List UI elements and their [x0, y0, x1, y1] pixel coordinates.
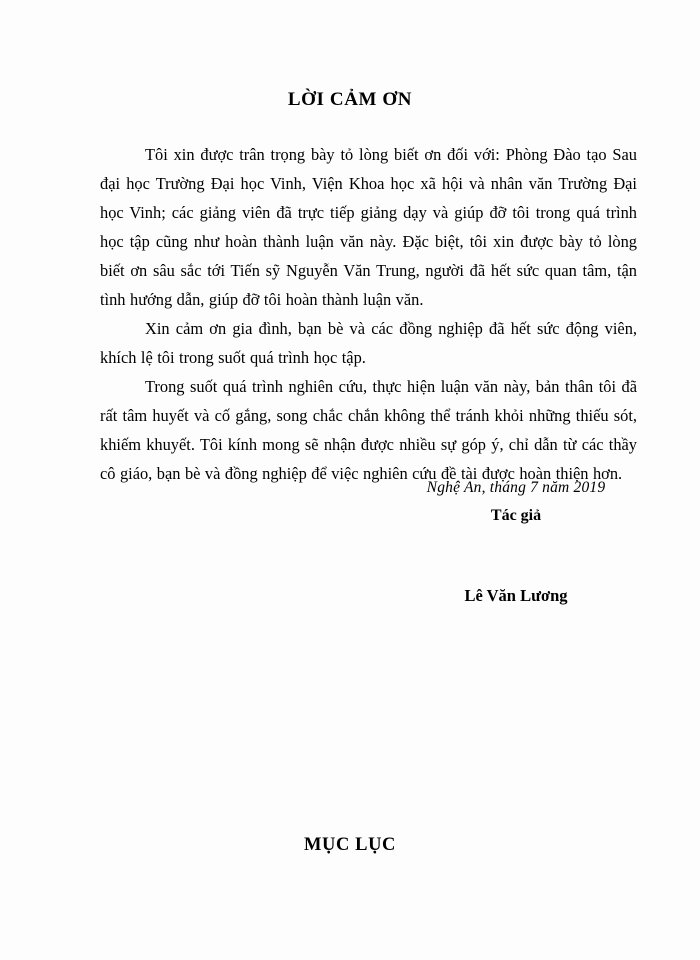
signature-block	[396, 477, 636, 527]
paragraph-1: Tôi xin được trân trọng bày tỏ lòng biết ơn đối với: Phòng Đào tạo Sau đại học Trường Đại học Vinh, Viện Khoa học xã hội và nhân văn Trường Đại học Vinh; các giảng viên đã trực tiếp giảng dạy và giúp đỡ tôi trong quá trình học tập cũng như hoàn thành luận văn này. Đặc biệt, tôi xin được bày tỏ lòng biết ơn sâu sắc tới Tiến sỹ Nguyễn Văn Trung, người đã hết sức quan tâm, tận tình hướng dẫn, giúp đỡ tôi hoàn thành luận văn.	[100, 145, 637, 309]
paragraph-3: Trong suốt quá trình nghiên cứu, thực hiện luận văn này, bản thân tôi đã rất tâm huyết và cố gắng, song chắc chắn không thể tránh khỏi những thiếu sót, khiếm khuyết. Tôi kính mong sẽ nhận được nhiều sự góp ý, chỉ dẫn từ các thầy cô giáo, bạn bè và đồng nghiệp để việc nghiên cứu đề tài được hoàn thiện hơn.	[100, 377, 637, 483]
body-text-block	[100, 140, 637, 488]
page-title: LỜI CẢM ƠN	[287, 89, 413, 110]
signature-place-date: Nghệ An, tháng 7 năm 2019	[426, 479, 606, 496]
signature-author-name: Lê Văn Lương	[464, 586, 568, 605]
paragraph-2: Xin cảm ơn gia đình, bạn bè và các đồng nghiệp đã hết sức động viên, khích lệ tôi trong suốt quá trình học tập.	[100, 319, 637, 367]
table-of-contents-heading: MỤC LỤC	[303, 835, 397, 855]
signature-role: Tác giả	[490, 507, 542, 524]
